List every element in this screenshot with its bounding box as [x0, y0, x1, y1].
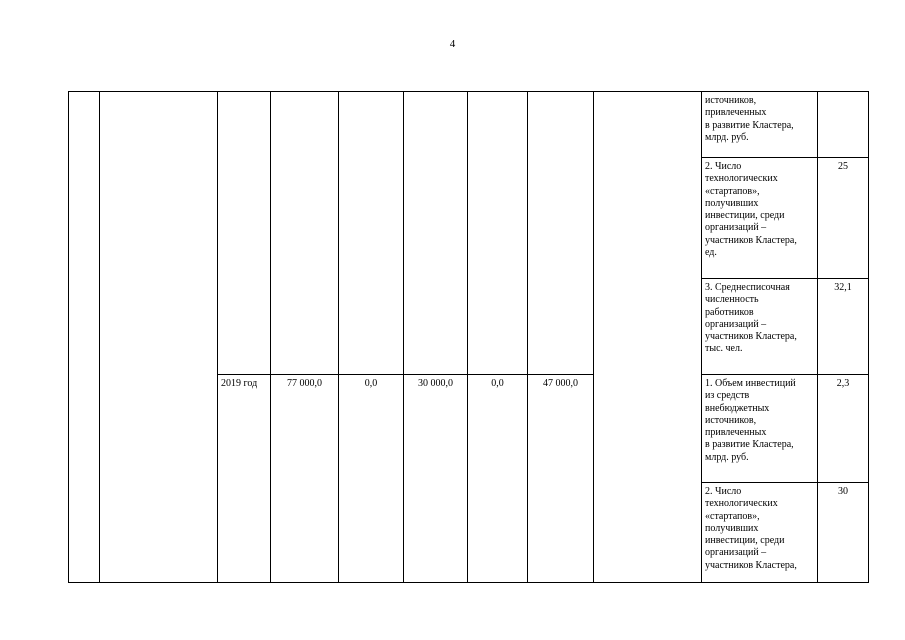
indicator-value-cell — [818, 92, 869, 158]
indicator-value-cell: 32,1 — [818, 279, 869, 375]
extrabudgetary-cell — [528, 92, 594, 375]
year-cell: 2019 год — [218, 375, 271, 583]
indicator-name-cell — [702, 158, 818, 279]
local-budget-cell — [468, 92, 528, 375]
federal-budget-cell — [339, 92, 404, 375]
federal-budget-cell: 0,0 — [339, 375, 404, 583]
indicator-name-cell — [702, 483, 818, 583]
program-table — [68, 91, 869, 583]
extrabudgetary-cell: 47 000,0 — [528, 375, 594, 583]
total-cell — [271, 92, 339, 375]
indicator-value-cell: 25 — [818, 158, 869, 279]
indicator-name: 3. Среднесписочная численность работников организаций – участников Кластера, тыс. чел. — [705, 282, 797, 355]
indicator-name: источников, привлеченных в развитие Кластера, млрд. руб. — [705, 95, 794, 143]
table-row — [69, 92, 869, 158]
measure-name-cell — [100, 92, 218, 583]
indicator-name: 2. Число технологических «стартапов», получивших инвестиции, среди организаций – участников Кластера, ед. — [705, 161, 797, 259]
indicator-name-cell — [702, 92, 818, 158]
local-budget-cell: 0,0 — [468, 375, 528, 583]
indicator-name: 1. Объем инвестиций из средств внебюджетных источников, привлеченных в развитие Кластера, млрд. руб. — [705, 378, 796, 463]
executor-cell — [594, 92, 702, 583]
indicator-value-cell: 2,3 — [818, 375, 869, 483]
regional-budget-cell: 30 000,0 — [404, 375, 468, 583]
indicator-value-cell: 30 — [818, 483, 869, 583]
number-cell — [69, 92, 100, 583]
indicator-name-cell — [702, 279, 818, 375]
page-number: 4 — [449, 38, 456, 50]
year-cell — [218, 92, 271, 375]
indicator-name-cell — [702, 375, 818, 483]
regional-budget-cell — [404, 92, 468, 375]
indicator-name: 2. Число технологических «стартапов», получивших инвестиции, среди организаций – участников Кластера, — [705, 486, 797, 571]
total-cell: 77 000,0 — [271, 375, 339, 583]
